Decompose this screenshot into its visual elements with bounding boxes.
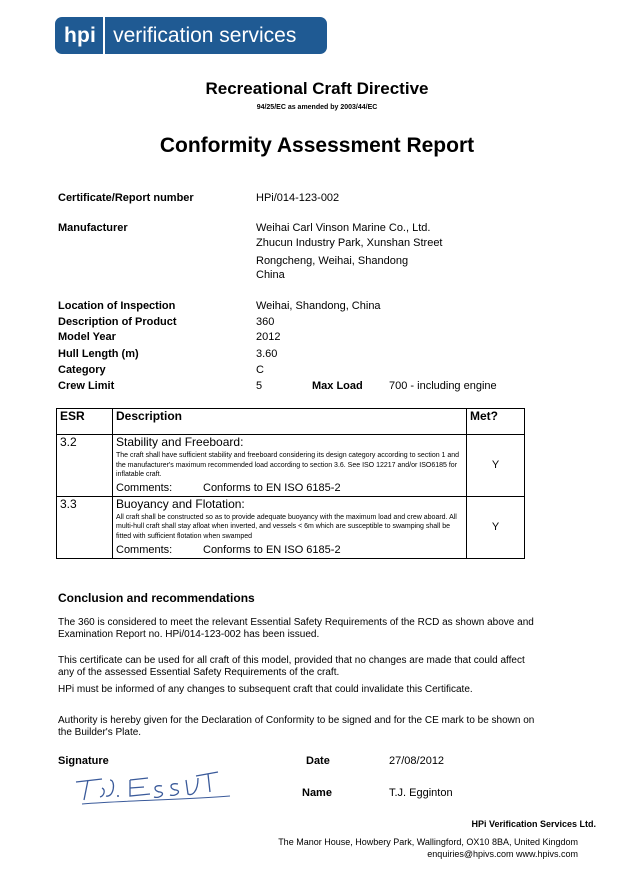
detail-value: 360 (256, 316, 275, 328)
header-met: Met? (467, 409, 525, 435)
footer-contact: enquiries@hpivs.com www.hpivs.com (427, 849, 578, 859)
row-met: Y (467, 496, 525, 558)
name-label: Name (302, 787, 332, 799)
detail-label: Category (58, 364, 106, 376)
detail-label: Model Year (58, 331, 116, 343)
header-esr: ESR (57, 409, 113, 435)
footer-company: HPi Verification Services Ltd. (471, 819, 596, 829)
company-logo (55, 17, 327, 54)
table-header-row (57, 409, 525, 435)
footer-address: The Manor House, Howbery Park, Wallingford, OX10 8BA, United Kingdom (278, 837, 578, 847)
signature-label: Signature (58, 755, 109, 767)
max-load-value: 700 - including engine (389, 380, 497, 392)
manufacturer-label: Manufacturer (58, 222, 128, 234)
table-row (57, 496, 525, 558)
detail-label: Location of Inspection (58, 300, 176, 312)
conclusion-paragraph: HPi must be informed of any changes to subsequent craft that could invalidate this Certificate. (58, 684, 473, 695)
conclusion-paragraph: The 360 is considered to meet the relevant Essential Safety Requirements of the RCD as shown above and Examination Report no. HPi/014-123-002 has been issued. (58, 617, 534, 640)
row-esr: 3.3 (57, 496, 113, 558)
detail-label: Hull Length (m) (58, 348, 139, 360)
manufacturer-line: Zhucun Industry Park, Xunshan Street (256, 237, 443, 249)
logo-tagline: verification services (113, 23, 297, 47)
comments-value: Conforms to EN ISO 6185-2 (203, 543, 341, 556)
handwritten-signature (72, 766, 232, 806)
conclusion-paragraph: This certificate can be used for all craft of this model, provided that no changes are made that could affect any of the assessed Essential Safety Requirements of the craft. (58, 655, 525, 678)
detail-value: C (256, 364, 264, 376)
comments-label: Comments: (116, 481, 173, 494)
manufacturer-line: Weihai Carl Vinson Marine Co., Ltd. (256, 222, 431, 234)
row-esr: 3.2 (57, 435, 113, 497)
name-value: T.J. Egginton (389, 787, 453, 799)
detail-value: 3.60 (256, 348, 278, 360)
row-description (113, 497, 466, 558)
row-met: Y (467, 435, 525, 497)
row-text: All craft shall be constructed so as to provide adequate buoyancy with the maximum load and crew aboard. All multi-hull craft shall stay afloat when inverted, and vessels < 6m which are susceptible to swamping shall be fitted with sufficient flotation when swamped (116, 513, 457, 540)
comments-label: Comments: (116, 543, 173, 556)
manufacturer-line: Rongcheng, Weihai, Shandong (256, 255, 409, 267)
detail-label: Description of Product (58, 316, 177, 328)
conclusion-heading: Conclusion and recommendations (58, 591, 255, 605)
date-value: 27/08/2012 (389, 755, 445, 767)
detail-value: 5 (256, 380, 263, 392)
header-description: Description (113, 409, 467, 435)
comments-value: Conforms to EN ISO 6185-2 (203, 481, 341, 494)
row-description (113, 435, 466, 496)
detail-value: Weihai, Shandong, China (256, 300, 381, 312)
esr-table (56, 408, 525, 559)
conclusion-paragraph: Authority is hereby given for the Declaration of Conformity to be signed and for the CE mark to be shown on the Builder's Plate. (58, 715, 535, 738)
manufacturer-line: China (256, 269, 285, 281)
table-row (57, 435, 525, 497)
detail-label: Crew Limit (58, 380, 115, 392)
report-title: Conformity Assessment Report (159, 134, 475, 157)
row-text: The craft shall have sufficient stability and freeboard considering its design category according to section 1 and the manufacturer's maximum recommended load according to section 3.6. See ISO 12217 and/or ISO6185 for inflatable craft. (116, 452, 460, 479)
date-label: Date (306, 755, 330, 767)
directive-amendment: 94/25/EC as amended by 2003/44/EC (256, 104, 378, 111)
logo-brand: hpi (64, 23, 97, 47)
directive-title: Recreational Craft Directive (205, 79, 429, 98)
certificate-value: HPi/014-123-002 (256, 192, 340, 204)
row-title: Buoyancy and Flotation: (116, 496, 245, 511)
max-load-label: Max Load (312, 380, 363, 392)
certificate-label: Certificate/Report number (58, 192, 194, 204)
detail-value: 2012 (256, 331, 281, 343)
row-title: Stability and Freeboard: (116, 435, 244, 449)
